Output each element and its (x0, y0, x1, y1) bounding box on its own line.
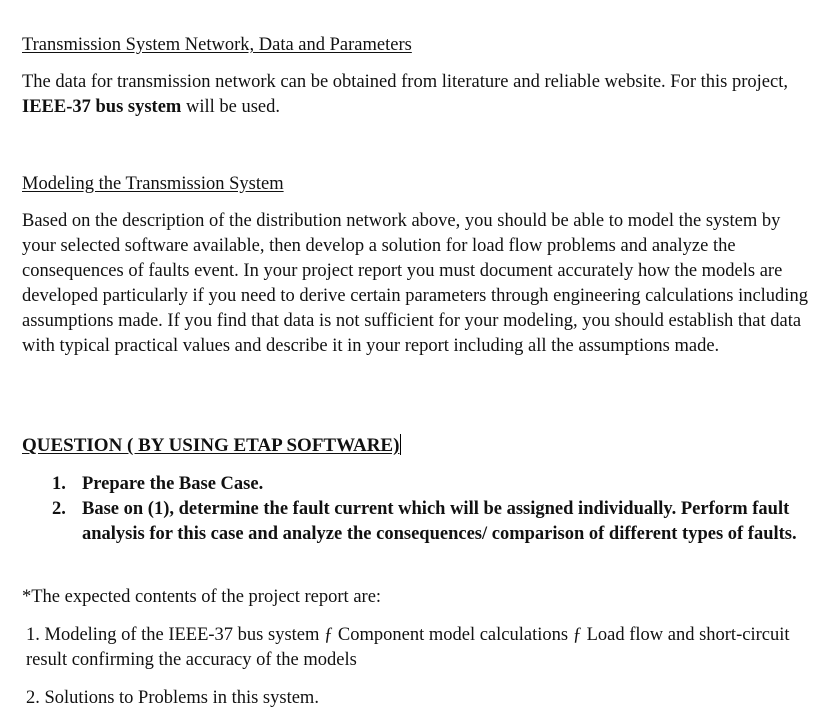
text-cursor (400, 434, 401, 455)
transmission-heading: Transmission System Network, Data and Parameters (22, 35, 412, 55)
list-item-number: 1. (52, 474, 66, 494)
transmission-text-before: The data for transmission network can be obtained from literature and reliable website. For this project, (22, 72, 788, 92)
list-item (52, 472, 812, 497)
transmission-paragraph (22, 70, 812, 120)
modeling-heading: Modeling the Transmission System (22, 174, 284, 194)
transmission-bold-text: IEEE-37 bus system (22, 97, 182, 117)
report-item-1: 1. Modeling of the IEEE-37 bus system ƒ Component model calculations ƒ Load flow and short-circuit result confirming the accuracy of the models (26, 625, 790, 670)
list-item-text: Base on (1), determine the fault current which will be assigned individually. Perform fault analysis for this case and analyze the consequences/ comparison of different types of faults. (82, 499, 797, 544)
question-list (52, 472, 812, 547)
question-heading-text: QUESTION ( BY USING ETAP SOFTWARE) (22, 435, 400, 456)
transmission-text-after: will be used. (181, 97, 280, 117)
list-item (52, 497, 812, 547)
list-item-text: Prepare the Base Case. (82, 474, 264, 494)
list-item-number: 2. (52, 499, 66, 519)
report-item-2: 2. Solutions to Problems in this system. (26, 688, 319, 708)
modeling-paragraph: Based on the description of the distribution network above, you should be able to model the system by your selected software available, then develop a solution for load flow problems and analyze the consequences of faults event. In your project report you must document accurately how the models are developed particularly if you need to derive certain parameters through engineering calculations including assumptions made. If you find that data is not sufficient for your modeling, you should establish that data with typical practical values and describe it in your report including all the assumptions made. (22, 211, 808, 356)
report-intro: *The expected contents of the project report are: (22, 587, 382, 607)
question-heading (22, 433, 401, 458)
